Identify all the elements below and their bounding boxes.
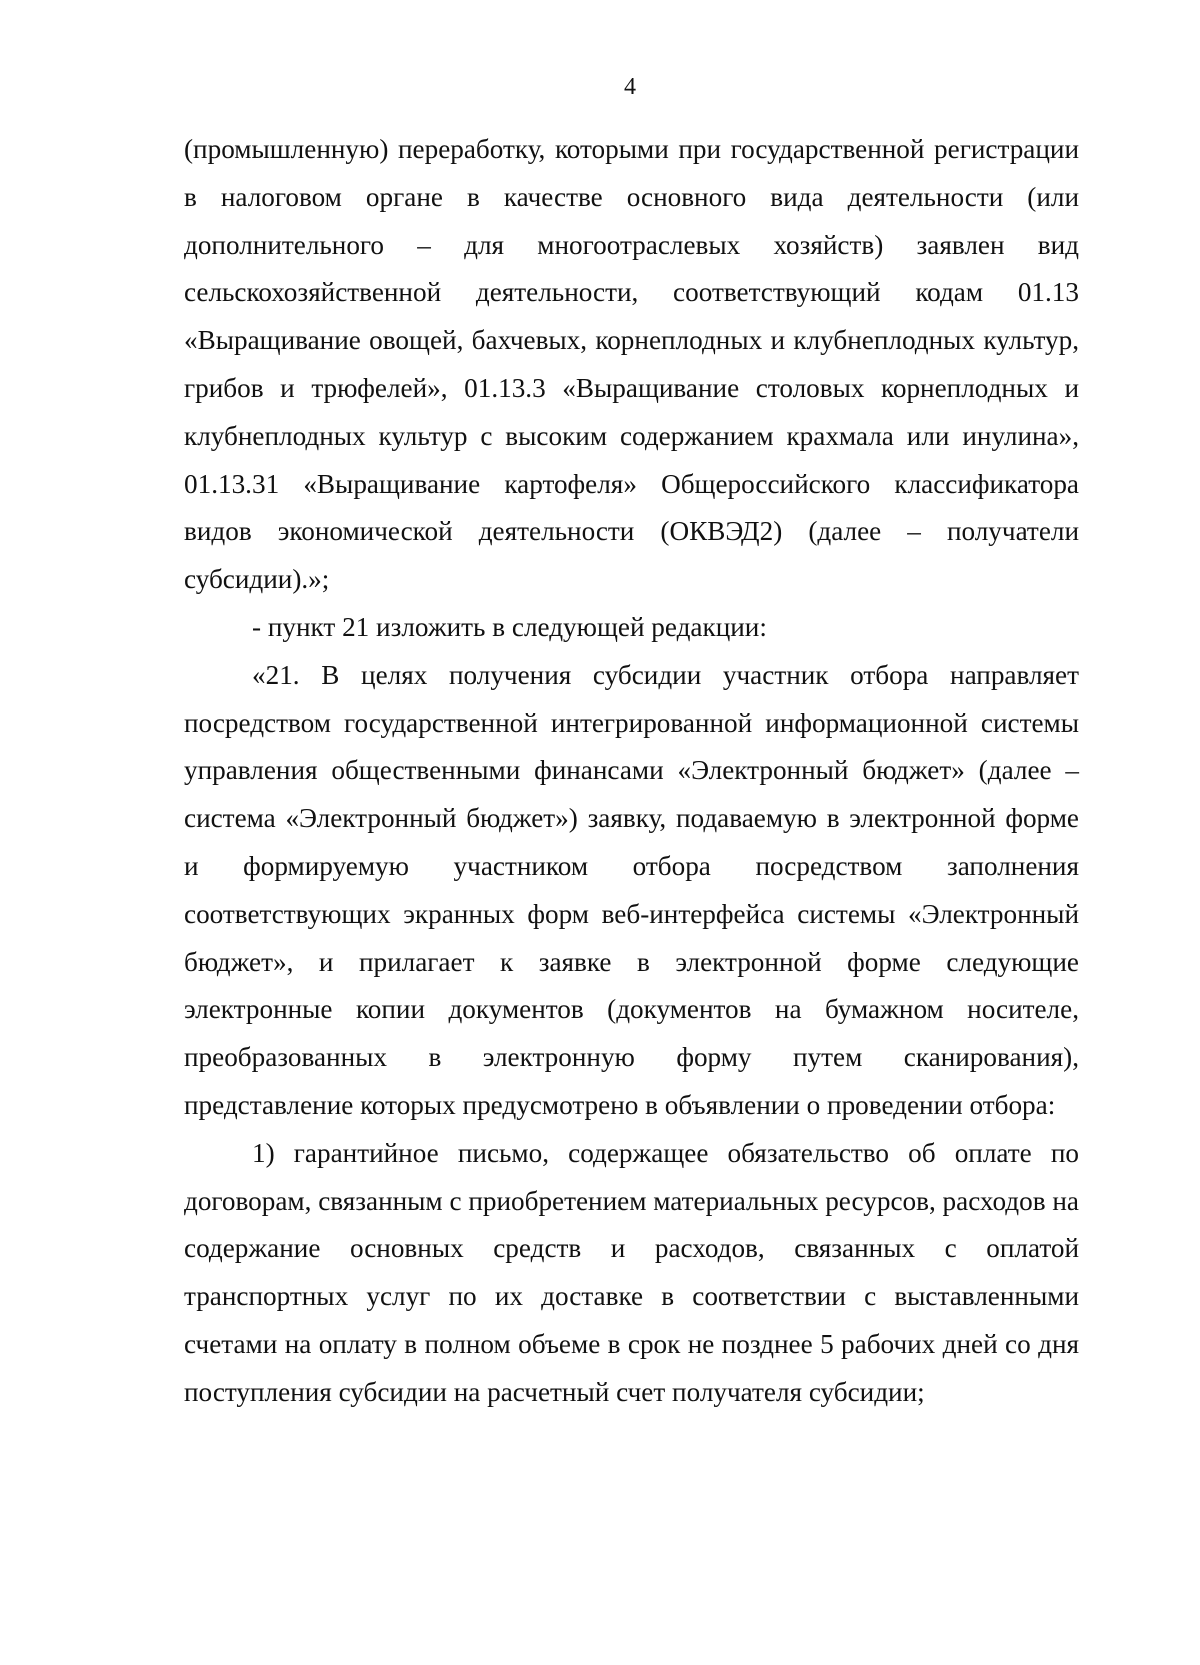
document-body (184, 126, 1079, 1417)
paragraph-item-21-text: «21. В целях получения субсидии участник отбора направляет посредством государственной интегрированной информационной системы управления общественными финансами «Электронный бюджет» (далее – система «Электронный бюджет») заявку, подаваемую в электронной форме и формируемую участником отбора посредством заполнения соответствующих экранных форм веб-интерфейса системы «Электронный бюджет», и прилагает к заявке в электронной форме следующие электронные копии документов (документов на бумажном носителе, преобразованных в электронную форму путем сканирования), представление которых предусмотрено в объявлении о проведении отбора: (184, 659, 1079, 1120)
paragraph-continuation: (промышленную) переработку, которыми при государственной регистрации в налоговом органе в качестве основного вида деятельности (или дополнительного – для многоотраслевых хозяйств) заявлен вид сельскохозяйственной деятельности, соответствующий кодам 01.13 «Выращивание овощей, бахчевых, корнеплодных и клубнеплодных культур, грибов и трюфелей», 01.13.3 «Выращивание столовых корнеплодных и клубнеплодных культур с высоким содержанием крахмала или инулина», 01.13.31 «Выращивание картофеля» Общероссийского классификатора видов экономической деятельности (ОКВЭД2) (далее – получатели субсидии).»; (184, 134, 1079, 595)
paragraph-item-21-heading: - пункт 21 изложить в следующей редакции: (252, 611, 767, 642)
page-number: 4 (624, 74, 636, 100)
paragraph-subitem-1: 1) гарантийное письмо, содержащее обязательство об оплате по договорам, связанным с приобретением материальных ресурсов, расходов на содержание основных средств и расходов, связанных с оплатой транспортных услуг по их доставке в соответствии с выставленными счетами на оплату в полном объеме в срок не позднее 5 рабочих дней со дня поступления субсидии на расчетный счет получателя субсидии; (184, 1137, 1079, 1407)
